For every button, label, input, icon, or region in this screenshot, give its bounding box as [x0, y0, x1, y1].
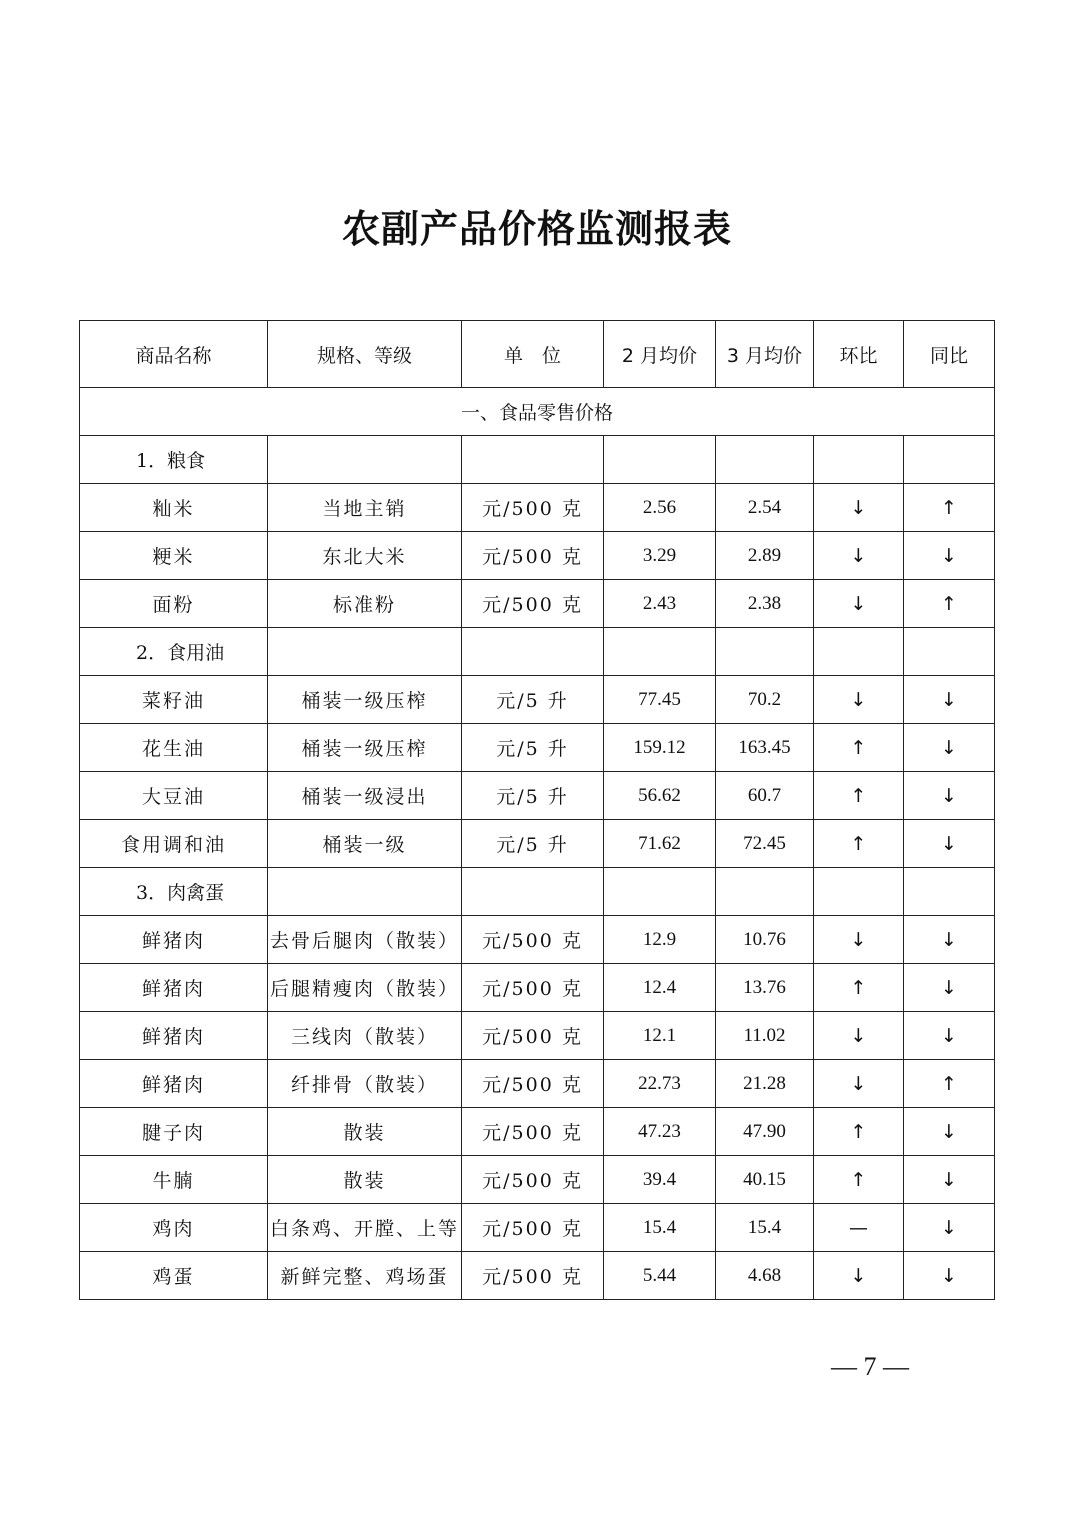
item-unit: 元/5 升 [462, 772, 604, 820]
item-name: 大豆油 [80, 772, 268, 820]
table-row [80, 676, 995, 724]
item-feb-price: 71.62 [604, 820, 716, 868]
item-mom-indicator: ↓ [814, 1012, 904, 1060]
item-feb-price: 159.12 [604, 724, 716, 772]
header-name: 商品名称 [80, 321, 268, 388]
empty-cell [904, 436, 995, 484]
item-mom-indicator: ↑ [814, 964, 904, 1012]
item-spec: 去骨后腿肉（散装） [268, 916, 462, 964]
item-mom-indicator: ↑ [814, 820, 904, 868]
item-spec: 散装 [268, 1156, 462, 1204]
item-spec: 新鲜完整、鸡场蛋 [268, 1252, 462, 1300]
table-row [80, 1252, 995, 1300]
item-mar-price: 163.45 [716, 724, 814, 772]
item-mar-price: 2.38 [716, 580, 814, 628]
item-spec: 白条鸡、开膛、上等 [268, 1204, 462, 1252]
item-mar-price: 2.54 [716, 484, 814, 532]
item-yoy-indicator: ↓ [904, 1204, 995, 1252]
section-row [80, 388, 995, 436]
empty-cell [604, 436, 716, 484]
item-name: 鸡蛋 [80, 1252, 268, 1300]
item-feb-price: 56.62 [604, 772, 716, 820]
header-unit: 单 位 [462, 321, 604, 388]
item-name: 鲜猪肉 [80, 916, 268, 964]
table-row [80, 916, 995, 964]
item-spec: 桶装一级压榨 [268, 676, 462, 724]
item-yoy-indicator: ↓ [904, 1012, 995, 1060]
table-row [80, 580, 995, 628]
item-mom-indicator: ↓ [814, 580, 904, 628]
empty-cell [814, 868, 904, 916]
item-unit: 元/500 克 [462, 1012, 604, 1060]
category-label: 1．粮食 [80, 436, 268, 484]
item-mar-price: 10.76 [716, 916, 814, 964]
table-row [80, 1156, 995, 1204]
item-unit: 元/5 升 [462, 820, 604, 868]
item-mar-price: 60.7 [716, 772, 814, 820]
item-spec: 三线肉（散装） [268, 1012, 462, 1060]
table-row [80, 820, 995, 868]
item-mom-indicator: ↓ [814, 1252, 904, 1300]
empty-cell [604, 628, 716, 676]
item-mar-price: 47.90 [716, 1108, 814, 1156]
item-feb-price: 22.73 [604, 1060, 716, 1108]
section-label: 一、食品零售价格 [80, 388, 995, 436]
item-unit: 元/5 升 [462, 676, 604, 724]
item-feb-price: 15.4 [604, 1204, 716, 1252]
item-mar-price: 2.89 [716, 532, 814, 580]
item-unit: 元/500 克 [462, 1252, 604, 1300]
item-mom-indicator: ↑ [814, 1156, 904, 1204]
item-feb-price: 2.43 [604, 580, 716, 628]
header-mar-price: 3 月均价 [716, 321, 814, 388]
price-table [79, 320, 995, 1300]
report-title: 农副产品价格监测报表 [341, 206, 732, 251]
item-unit: 元/500 克 [462, 1156, 604, 1204]
header-row [80, 321, 995, 388]
empty-cell [268, 628, 462, 676]
item-name: 面粉 [80, 580, 268, 628]
item-name: 鸡肉 [80, 1204, 268, 1252]
empty-cell [268, 868, 462, 916]
item-unit: 元/500 克 [462, 1108, 604, 1156]
item-feb-price: 5.44 [604, 1252, 716, 1300]
item-mar-price: 21.28 [716, 1060, 814, 1108]
item-mom-indicator: ↓ [814, 484, 904, 532]
item-mom-indicator: — [814, 1204, 904, 1252]
item-yoy-indicator: ↓ [904, 916, 995, 964]
item-name: 花生油 [80, 724, 268, 772]
empty-cell [814, 436, 904, 484]
item-mom-indicator: ↑ [814, 724, 904, 772]
empty-cell [268, 436, 462, 484]
empty-cell [462, 436, 604, 484]
page-number: — 7 — [831, 1352, 909, 1381]
item-name: 牛腩 [80, 1156, 268, 1204]
table-row [80, 532, 995, 580]
item-mar-price: 13.76 [716, 964, 814, 1012]
header-spec: 规格、等级 [268, 321, 462, 388]
empty-cell [462, 868, 604, 916]
item-feb-price: 12.1 [604, 1012, 716, 1060]
table-row [80, 772, 995, 820]
item-name: 鲜猪肉 [80, 1012, 268, 1060]
item-spec: 桶装一级压榨 [268, 724, 462, 772]
table-row [80, 1108, 995, 1156]
item-spec: 纤排骨（散装） [268, 1060, 462, 1108]
item-feb-price: 77.45 [604, 676, 716, 724]
item-feb-price: 47.23 [604, 1108, 716, 1156]
item-name: 鲜猪肉 [80, 1060, 268, 1108]
table-row [80, 1060, 995, 1108]
item-name: 菜籽油 [80, 676, 268, 724]
item-yoy-indicator: ↓ [904, 532, 995, 580]
empty-cell [716, 436, 814, 484]
item-mar-price: 40.15 [716, 1156, 814, 1204]
item-mar-price: 70.2 [716, 676, 814, 724]
item-yoy-indicator: ↓ [904, 1156, 995, 1204]
header-yoy: 同比 [904, 321, 995, 388]
item-mom-indicator: ↑ [814, 1108, 904, 1156]
item-mom-indicator: ↑ [814, 772, 904, 820]
item-unit: 元/5 升 [462, 724, 604, 772]
header-mom: 环比 [814, 321, 904, 388]
item-spec: 后腿精瘦肉（散装） [268, 964, 462, 1012]
item-unit: 元/500 克 [462, 964, 604, 1012]
item-unit: 元/500 克 [462, 1204, 604, 1252]
item-yoy-indicator: ↓ [904, 724, 995, 772]
item-mar-price: 11.02 [716, 1012, 814, 1060]
table-row [80, 964, 995, 1012]
item-unit: 元/500 克 [462, 916, 604, 964]
item-unit: 元/500 克 [462, 532, 604, 580]
category-row [80, 436, 995, 484]
category-label: 2．食用油 [80, 628, 268, 676]
item-yoy-indicator: ↓ [904, 964, 995, 1012]
item-mom-indicator: ↓ [814, 1060, 904, 1108]
item-unit: 元/500 克 [462, 580, 604, 628]
item-name: 籼米 [80, 484, 268, 532]
item-feb-price: 12.4 [604, 964, 716, 1012]
category-row [80, 868, 995, 916]
item-yoy-indicator: ↑ [904, 580, 995, 628]
item-yoy-indicator: ↑ [904, 484, 995, 532]
item-feb-price: 12.9 [604, 916, 716, 964]
table-row [80, 1012, 995, 1060]
item-mar-price: 72.45 [716, 820, 814, 868]
table-row [80, 484, 995, 532]
item-unit: 元/500 克 [462, 484, 604, 532]
empty-cell [814, 628, 904, 676]
item-mom-indicator: ↓ [814, 532, 904, 580]
item-name: 腱子肉 [80, 1108, 268, 1156]
item-spec: 标准粉 [268, 580, 462, 628]
item-spec: 桶装一级 [268, 820, 462, 868]
item-name: 食用调和油 [80, 820, 268, 868]
item-spec: 桶装一级浸出 [268, 772, 462, 820]
item-yoy-indicator: ↓ [904, 820, 995, 868]
table-row [80, 724, 995, 772]
item-spec: 当地主销 [268, 484, 462, 532]
item-unit: 元/500 克 [462, 1060, 604, 1108]
empty-cell [716, 628, 814, 676]
item-spec: 散装 [268, 1108, 462, 1156]
item-yoy-indicator: ↓ [904, 772, 995, 820]
empty-cell [462, 628, 604, 676]
empty-cell [904, 868, 995, 916]
item-mar-price: 15.4 [716, 1204, 814, 1252]
item-feb-price: 2.56 [604, 484, 716, 532]
header-feb-price: 2 月均价 [604, 321, 716, 388]
item-mar-price: 4.68 [716, 1252, 814, 1300]
empty-cell [716, 868, 814, 916]
item-yoy-indicator: ↓ [904, 676, 995, 724]
category-label: 3．肉禽蛋 [80, 868, 268, 916]
item-name: 鲜猪肉 [80, 964, 268, 1012]
item-feb-price: 3.29 [604, 532, 716, 580]
table-body [80, 388, 995, 1300]
empty-cell [604, 868, 716, 916]
item-yoy-indicator: ↓ [904, 1252, 995, 1300]
item-mom-indicator: ↓ [814, 916, 904, 964]
item-spec: 东北大米 [268, 532, 462, 580]
item-yoy-indicator: ↓ [904, 1108, 995, 1156]
item-yoy-indicator: ↑ [904, 1060, 995, 1108]
empty-cell [904, 628, 995, 676]
category-row [80, 628, 995, 676]
item-mom-indicator: ↓ [814, 676, 904, 724]
table-row [80, 1204, 995, 1252]
item-feb-price: 39.4 [604, 1156, 716, 1204]
item-name: 粳米 [80, 532, 268, 580]
